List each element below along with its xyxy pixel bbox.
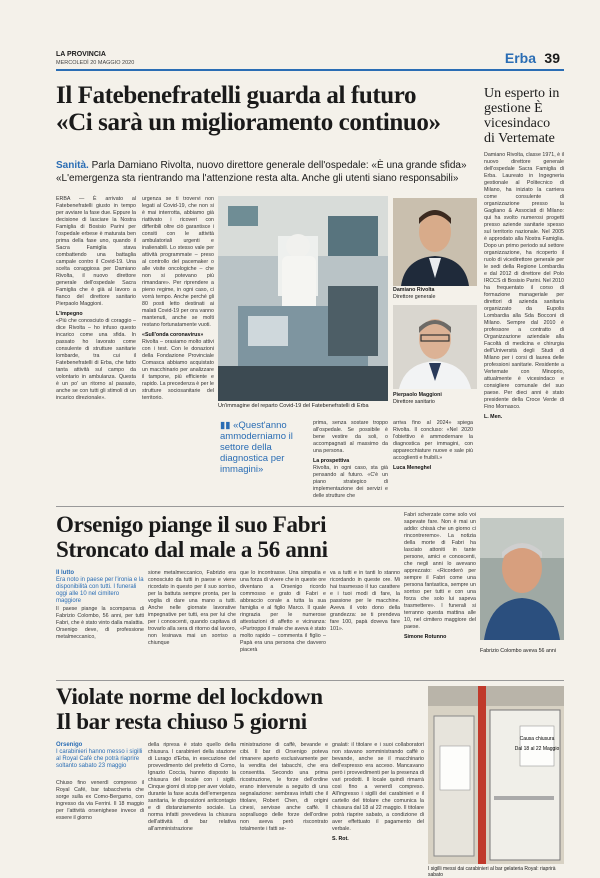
portrait2-role: Direttore sanitario xyxy=(393,399,435,405)
story2-column1: Il paese piange la scomparsa di Fabrizio Colombo, 56 anni, per tutti Fabri, che è stato vinto dalla malattia. Orsenigo deve, di professione metalmeccanico, xyxy=(56,606,144,640)
page-number: 39 xyxy=(544,50,560,66)
story2-headline xyxy=(56,512,396,562)
story2-summary-title: Il lutto xyxy=(56,570,74,576)
story2-column4: va a tutti e in tanti lo stanno ricordando in queste ore. Mi hai trasmesso il tuo carattere e i tuoi modi di fare, la passione per le macchine. Aveva il voto dono della grandezza: se ti prendeva fare 100, papà doveva fare 101». xyxy=(330,570,400,632)
sign-text-1: Causa chiusura xyxy=(519,736,555,742)
story3-headline xyxy=(56,684,476,734)
story1-headline xyxy=(56,82,476,136)
portrait-pierpaolo-maggioni xyxy=(393,305,477,389)
story1-deck-kicker: Sanità. xyxy=(56,160,89,171)
newspaper-name: LA PROVINCIA xyxy=(56,51,106,58)
story1-photo-caption: Un'immagine del reparto Covid-19 del Fatebenefratelli di Erba xyxy=(218,403,369,409)
story2-byline: Simone Rotunno xyxy=(404,634,447,640)
portrait2-name: Pierpaolo Maggioni xyxy=(393,392,442,398)
story1-headline-line1: Il Fatebenefratelli guarda al futuro xyxy=(56,82,417,109)
story3-column1: Chiuso fino venerdì compreso il Royal Café, bar tabaccheria che sorge sulla ex Como-Bergamo, con ingresso da via Ferrini. Il 18 maggio per l'attività orsenighese invece di essere il giorno xyxy=(56,780,144,821)
story1-deck-text: Parla Damiano Rivolta, nuovo direttore generale dell'ospedale: «È una grande sfida» «L'emergenza sta rientrando ma l'attenzione resta alta. Anche gli utenti siano responsabili» xyxy=(56,160,467,184)
story3-headline-line2: Il bar resta chiuso 5 giorni xyxy=(56,709,307,734)
sidebar-body-text: Damiano Rivolta, classe 1971, è il nuovo direttore generale dell'ospedale Sacra Famiglia di Erba. Laureato in Ingegneria gestionale al Politecnico di Milano, ha iniziato la carriera come consulente di organizzazione presso la Gagliano & Associati di Milano: qui ha svolto numerosi progetti presso aziende sanitarie spesso sul territorio nazionale. Nel 2005 è approdato alla Nostra Famiglia. Dopo un primo periodo sul settore organizzazione, ha ricoperto il ruolo di vicedirettore generale per le sedi della Regione Lombardia e dal 2012 di direttore del Polo IRCCS di Bosisio Parini. Nel 2010 ha frequentato il corso di formazione manageriale per direttori di azienda sanitaria organizzato da Eupolis Lombardia alla Sda Bocconi di Milano. Sempre dal 2010 è professore a contratto di Organizzazione aziendale alla Facoltà di medicina e chirurgia dell'Università degli Studi di Milano per i corsi di laurea delle professioni sanitarie. Residente a Vertemate con Minoprio, attualmente è vicesindaco e consigliere comunale del suo paese. Per dieci anni è stato presidente della Croce Verde di Fino Mornasco. xyxy=(484,152,564,410)
story3-byline: S. Rot. xyxy=(332,836,349,842)
story2-col5-text: Fabri scherzate come solo voi sapevate fare. Non è mai un addio: chissà che un giorno ci rincontreremo». La notizia della morte di Fabri ha lasciato attoniti in tante persone, amici e conoscenti, che negli anni lo avevano apprezzato: «Ricorderò per sempre il Fabri come una persona fantastica, sempre un sorriso per tutti e con una forza che solo lui sapeva trasmettere». I funerali si terranno questa mattina alle 10, nel cimitero maggiore del paese. xyxy=(404,512,476,630)
story2-column3: que lo incontrasse. Una simpatia e una forza di vivere che in queste ore diventano a Orsenigo ricordo commosso e grato di Fabri e abbraccio corale a tutta la sua famiglia e al figlio Marco. Il quale ringrazia per le numerose attestazioni di affetto e vicinanza: «Purtroppo il male che aveva è stato molto rapido – commenta il figlio – Papà era una persona che davvero piacerà xyxy=(240,570,326,653)
portrait2-caption xyxy=(393,392,477,406)
story1-col4-text: arriva fino al 2024» spiega Rivolta. Il concluso: «Nel 2020 l'obiettivo è ammodernare la diagnostica per immagini, con apparecchiature nuove e sale più accoglienti e fruibili.» xyxy=(393,420,473,461)
story1-column3 xyxy=(313,420,388,499)
section-divider xyxy=(56,680,564,681)
story1-pull-quote xyxy=(220,420,308,475)
bar-sealed-door-photo xyxy=(428,686,564,864)
story3-column2: della ripresa è stato quello della chiusura. I carabinieri della stazione di Lurago d'Erba, in esecuzione del provvedimento del prefetto di Como, Ignazio Coccia, hanno disposto la chiusura del locale con i sigilli. Cinque giorni di stop per aver violato, durante la fase acuta dell'emergenza sanitaria, le disposizioni anticontagio e di distanziamento sociale. La norma infatti prevedeva la chiusura dell'attività di bar relativa all'amministrazione xyxy=(148,742,236,832)
story3-column4 xyxy=(332,742,424,872)
story2-headline-line2: Stroncato dal male a 56 anni xyxy=(56,537,328,562)
story3-headline-line1: Violate norme del lockdown xyxy=(56,684,323,709)
story1-deck xyxy=(56,159,476,185)
story1-col1-text-b: «Più che conosciuto di coraggio – dice Rivolta – ho infuso questo incarico come una sfida. In passato ho lavorato come consulente di strutture sanitarie lombarde, tra cui il Fatebenefratelli di Erba, che fatto tanta attività sul campo da volontario in ambulanza. Questa è un po' un ritorno al passato, anche se con tutti gli stimoli di un incarico direzionale». xyxy=(56,318,136,401)
story1-subhead-impegno: L'impegno xyxy=(56,311,83,317)
issue-date: MERCOLEDÌ 20 MAGGIO 2020 xyxy=(56,60,135,66)
pull-quote-mark-icon: ▮▮ xyxy=(220,420,234,431)
section-divider xyxy=(56,506,564,507)
story1-col2-text: urgenza se ti trovervi non legati al Covid-19, che non si è mai interrotta, abbiamo già riattivato i ricoveri con differibili oltre ciò garantisce i consiti con le attività ambulatoriali urgenti e inalienabili. Lo stesso vale per attività programmate – preso al controllo del pacemaker o alle visite oncologiche – che non si potevano più rimandare». Per riprendere a pieno regime, in ogni caso, ci vorrà tempo. Anche perché gli 80 posti letto destinati ai malati Covid-19 per ora vanno mantenuti, anche se molti restano fortunatamente vuoti. xyxy=(142,196,214,328)
portrait-fabrizio-colombo xyxy=(480,518,564,640)
portrait1-caption xyxy=(393,287,477,301)
story1-column2 xyxy=(142,196,214,431)
story3-summary-text: I carabinieri hanno messo i sigilli al Royal Café che potrà riaprire soltanto sabato 23 maggio xyxy=(56,749,143,769)
story1-column1 xyxy=(56,196,136,431)
story3-column3: ministrazione di caffè, bevande e cibi. Il bar di Orsenigo poteva rimanere aperto esclusivamente per la vendita dei tabacchi, che era consentita. Secondo una prima ricostruzione, le forze dell'ordine erano intervenute a seguito di una segnalazione: sembrava infatti che il titolare, Robert Chen, di origini cinesi, servisse anche caffè. Il sopralluogo delle forze dell'ordine non aveva però riscontrato totalmente i fatti se- xyxy=(240,742,328,832)
story2-photo-caption: Fabrizio Colombo aveva 56 anni xyxy=(480,648,556,654)
story2-column2: sione metalmeccanico, Fabrizio era conosciuto da tutti in paese e viene ricordato in questo per il suo sorriso, per la battuta sempre pronta, per la voglia di dare una mano a tutti. Anche nelle giornate lavorative impegnative per tutti, era per lui che per i conoscenti, quando capitava di trovarlo alla sera di ritorno dal lavoro, non lesinava mai un sorriso a chiunque xyxy=(148,570,236,646)
masthead xyxy=(56,50,134,68)
sidebar-body xyxy=(484,152,564,514)
covid-ward-photo xyxy=(218,196,388,401)
story1-column4 xyxy=(393,420,473,490)
story1-byline: Luca Meneghel xyxy=(393,465,432,471)
story1-subhead-coronavirus: «Sull'onda coronavirus» xyxy=(142,332,204,338)
story1-col2-text-b: Rivolta – orasiamo molto attivi con i test. Con le donazioni della Fondazione Provinciale Comasca abbiamo acquistato un macchinario per analizzare il tampone, più efficiente e rapido. La precedenza è per le strutture sociosanitarie del territorio. xyxy=(142,339,214,401)
header-rule xyxy=(56,69,564,71)
story3-summary xyxy=(56,742,144,770)
sign-text-2: Dal 18 al 22 Maggio xyxy=(514,746,560,752)
portrait1-role: Direttore generale xyxy=(393,294,436,300)
story2-headline-line1: Orsenigo piange il suo Fabri xyxy=(56,512,327,537)
story2-summary-text: Era noto in paese per l'ironia e la disponibilità con tutti. I funerali oggi alle 10 nel cimitero maggiore xyxy=(56,577,144,604)
section-name: Erba xyxy=(504,50,536,66)
story2-column5 xyxy=(404,512,476,672)
portrait1-name: Damiano Rivolta xyxy=(393,287,435,293)
story1-subhead-prospettiva: La prospettiva xyxy=(313,458,350,464)
portrait-damiano-rivolta xyxy=(393,198,477,286)
sidebar-byline: L. Men. xyxy=(484,414,503,420)
story1-col3-text: prima, senza sostare troppo all'ospedale. Se possibile è bene vestire da soli, o accompagnati al massimo da una persona. xyxy=(313,420,388,454)
story1-col1-text: ERBA — È arrivato al Fatebenefratelli giusto in tempo per avviare la fase due. Eppure la decisione di lasciare la Nostra Famiglia di Bosisio Parini per l'ospedale erbese è maturata ben prima della fase uno, quando il Sacra Famiglia stava combattendo una battaglia campale contro il Covid-19. Una scelta coraggiosa per Damiano Rivolta, il nuovo direttore generale dell'ospedale Sacra Famiglia che è già al lavoro a fianco del direttore sanitario Pierpaolo Maggioni. xyxy=(56,196,136,307)
story1-col3-text-b: Rivolta, in ogni caso, sta già pensando al futuro. «C'è un piano strategico di implementazione dei servizi e delle strutture che xyxy=(313,465,388,499)
sidebar-headline: Un esperto in gestione È vicesindaco di Vertemate xyxy=(484,86,560,146)
story3-photo-caption: I sigilli messi dai carabinieri al bar gelateria Royal: riaprirà sabato xyxy=(428,866,556,878)
story1-headline-line2: «Ci sarà un miglioramento continuo» xyxy=(56,109,441,136)
story3-summary-title: Orsenigo xyxy=(56,742,83,748)
story2-summary xyxy=(56,570,144,605)
story3-col4-text: gnalati: il titolare e i suoi collaboratori non stavano somministrando caffè o bevande, anche se il macchinario dell'espresso era acceso. Mancavano però i provvedimenti per la presenza di vari prodotti. Il locale quindi rimarrà così fino a venerdì compreso. All'ingresso i sigilli dei carabinieri e il cartello del titolare che comunica la chiusura dal 18 al 22 maggio. Il titolare potrà riaprire sabato, a condizione di aver effettuato il pagamento del verbale. xyxy=(332,742,424,832)
story1-pull-quote-text: «Quest'anno ammoderniamo il settore della diagnostica per immagini» xyxy=(220,420,293,475)
